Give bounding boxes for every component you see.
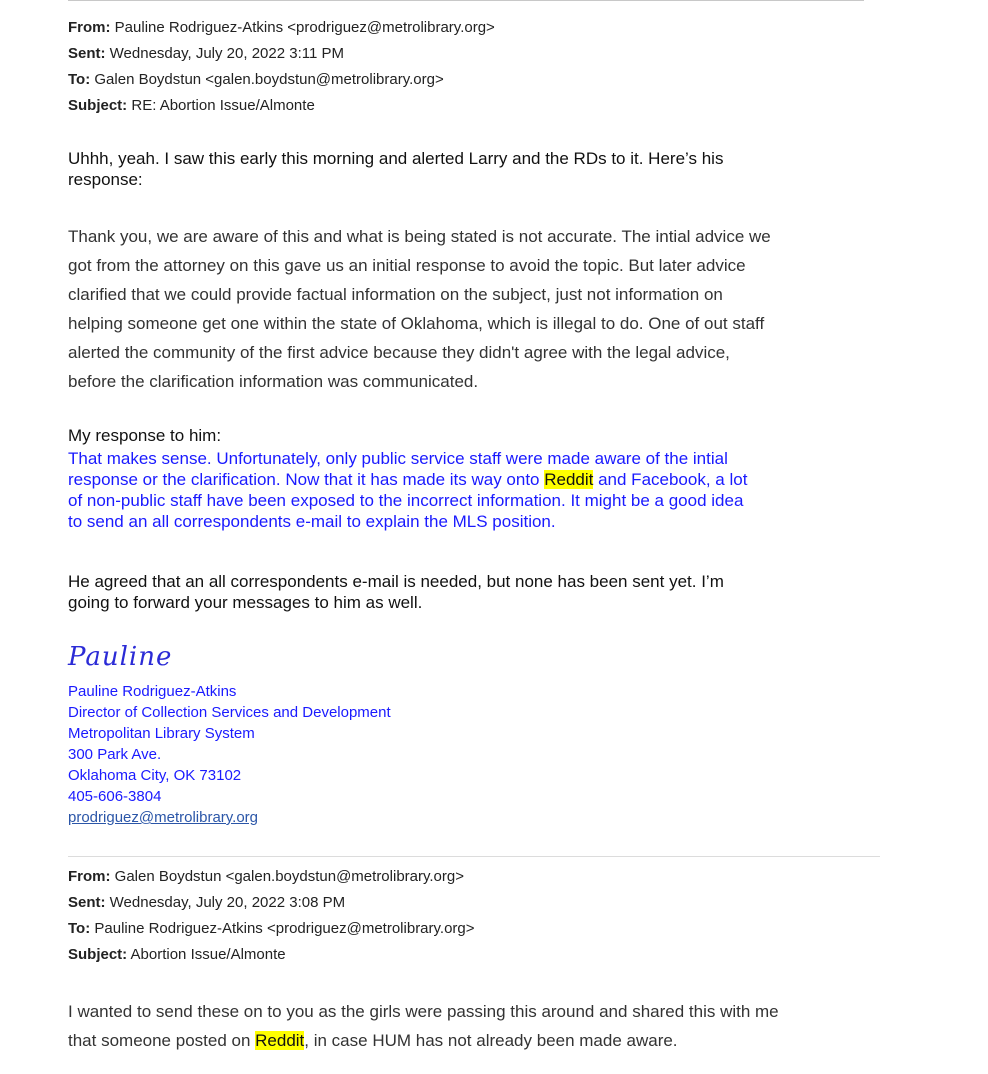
signature-name: Pauline Rodriguez-Atkins (68, 683, 237, 700)
subject-label: Subject: (68, 946, 128, 963)
quote-line: helping someone get one within the state of Oklahoma, which is illegal to do. One of out staff (68, 314, 765, 333)
signature-block (68, 681, 391, 828)
subject-value: RE: Abortion Issue/Almonte (131, 97, 315, 114)
quote-line: got from the attorney on this gave us an initial response to avoid the topic. But later advice (68, 256, 746, 275)
body-text: , in case HUM has not already been made aware. (304, 1031, 678, 1050)
quote-line: alerted the community of the first advice because they didn't agree with the legal advice, (68, 343, 730, 362)
quote-line: before the clarification information was communicated. (68, 372, 479, 391)
signature-script-name: Pauline (68, 642, 173, 672)
email2-subject-row (68, 945, 286, 965)
email1-subject-row (68, 96, 315, 116)
intro-line: Uhhh, yeah. I saw this early this morning and alerted Larry and the RDs to it. Here’s his (68, 149, 724, 168)
email2-to-row (68, 919, 475, 939)
subject-value: Abortion Issue/Almonte (130, 946, 286, 963)
response-text: and Facebook, a lot (593, 470, 748, 489)
response-line: That makes sense. Unfortunately, only public service staff were made aware of the intial (68, 449, 728, 468)
my-response-text (68, 448, 888, 532)
signature-email-link[interactable]: prodriguez@metrolibrary.org (68, 809, 259, 826)
response-line: to send an all correspondents e-mail to explain the MLS position. (68, 512, 556, 531)
closing-line: He agreed that an all correspondents e-mail is needed, but none has been sent yet. I’m (68, 572, 724, 591)
email1-sent-row (68, 44, 344, 64)
response-line: of non-public staff have been exposed to the incorrect information. It might be a good idea (68, 491, 744, 510)
intro-line: response: (68, 170, 143, 189)
email2-body (68, 997, 888, 1055)
to-value: Pauline Rodriguez-Atkins <prodriguez@metrolibrary.org> (94, 920, 475, 937)
body-line: I wanted to send these on to you as the girls were passing this around and shared this with me (68, 1002, 779, 1021)
signature-title: Director of Collection Services and Development (68, 704, 391, 721)
email2-from-row (68, 867, 464, 887)
quoted-response (68, 222, 888, 396)
from-value: Pauline Rodriguez-Atkins <prodriguez@metrolibrary.org> (114, 19, 495, 36)
signature-street: 300 Park Ave. (68, 746, 162, 763)
to-label: To: (68, 920, 91, 937)
to-value: Galen Boydstun <galen.boydstun@metrolibrary.org> (94, 71, 444, 88)
signature-city: Oklahoma City, OK 73102 (68, 767, 242, 784)
email2-sent-row (68, 893, 345, 913)
closing-line: going to forward your messages to him as well. (68, 593, 423, 612)
signature-org: Metropolitan Library System (68, 725, 255, 742)
response-text: response or the clarification. Now that it has made its way onto (68, 470, 545, 489)
email-divider (68, 856, 880, 857)
email1-intro (68, 148, 888, 190)
highlighted-reddit: Reddit (544, 470, 594, 489)
from-label: From: (68, 19, 111, 36)
body-text: that someone posted on (68, 1031, 256, 1050)
response-line (68, 469, 888, 490)
sent-value: Wednesday, July 20, 2022 3:08 PM (109, 894, 346, 911)
to-label: To: (68, 71, 91, 88)
body-line (68, 1026, 888, 1055)
quote-line: Thank you, we are aware of this and what is being stated is not accurate. The intial advice we (68, 227, 771, 246)
my-response-label: My response to him: (68, 426, 222, 445)
sent-value: Wednesday, July 20, 2022 3:11 PM (109, 45, 344, 62)
sent-label: Sent: (68, 45, 106, 62)
from-label: From: (68, 868, 111, 885)
top-divider (68, 0, 864, 1)
email1-to-row (68, 70, 444, 90)
email1-from-row (68, 18, 495, 38)
email1-closing (68, 571, 888, 613)
highlighted-reddit: Reddit (255, 1031, 305, 1050)
subject-label: Subject: (68, 97, 128, 114)
sent-label: Sent: (68, 894, 106, 911)
quote-line: clarified that we could provide factual information on the subject, just not information on (68, 285, 723, 304)
signature-phone: 405-606-3804 (68, 788, 162, 805)
from-value: Galen Boydstun <galen.boydstun@metrolibrary.org> (114, 868, 464, 885)
